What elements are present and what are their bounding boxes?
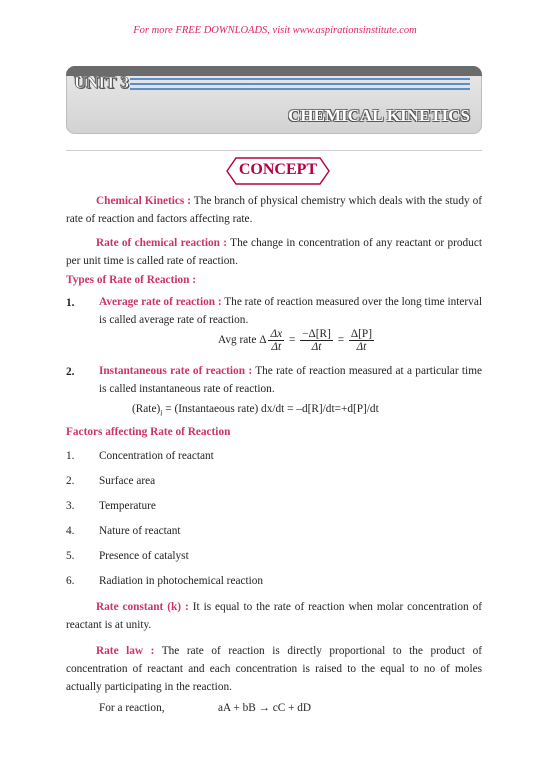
type-1-desc: The rate of reaction measured over the long time interval is called average rate of reaction.: [99, 296, 482, 326]
kinetics-text: The branch of physical chemistry which deals with the study of rate of reaction and factors affecting rate.: [66, 195, 482, 225]
rate-law-text: The rate of reaction is directly proportional to the product of concentration of reactant and each concentration is raised to the equal to no of moles actually participating in the reaction.: [66, 645, 482, 693]
rate-constant-text: It is equal to the rate of reaction when molar concentration of reactant is at unity.: [66, 601, 482, 631]
instantaneous-rate-formula: $(Rate)_i$ = (Instantaeous rate) dx/dt = –d[R]/dt=+d[P]/dt: [132, 403, 379, 418]
concept-label: CONCEPT: [238, 161, 318, 178]
factor-item: 2. Surface area: [66, 475, 156, 487]
rate-law-term: Rate law :: [96, 645, 155, 657]
kinetics-definition: [66, 192, 482, 228]
unit-banner: [66, 66, 482, 134]
rate-constant-definition: [66, 598, 482, 634]
factor-item: 3. Temperature: [66, 500, 156, 512]
rate-definition: [66, 234, 482, 270]
fraction-dp-dt: $\frac{\Delta[P]}{\Delta t}$: [350, 328, 372, 353]
unit-title: UNIT 3: [74, 73, 129, 92]
type-2-desc: The rate of reaction measured at a particular time is called instantaneous rate of reaction.: [99, 365, 482, 395]
types-heading: Types of Rate of Reaction :: [66, 274, 196, 286]
type-2-text: [99, 362, 482, 398]
rate-term: Rate of chemical reaction :: [96, 237, 228, 249]
type-1-term: Average rate of reaction :: [99, 296, 222, 308]
concept-badge: [226, 157, 330, 185]
factor-item: 1. Concentration of reactant: [66, 450, 214, 462]
chapter-title: CHEMICAL KINETICS: [288, 106, 470, 125]
type-2-term: Instantaneous rate of reaction :: [99, 365, 253, 377]
factor-item: 5. Presence of catalyst: [66, 550, 189, 562]
rate-law-definition: [66, 642, 482, 696]
fraction-dr-dt: $\frac{-\Delta[R]}{\Delta t}$: [302, 328, 331, 353]
factor-item: 4. Nature of reactant: [66, 525, 181, 537]
rate-constant-term: Rate constant (k) :: [96, 601, 189, 613]
promo-header: For more FREE DOWNLOADS, visit www.aspirationsinstitute.com: [133, 25, 417, 36]
reaction-equation: aA + bB → cC + dD: [218, 702, 312, 714]
fraction-dx-dt: $\frac{\Delta x}{\Delta t}$: [270, 328, 283, 353]
avg-prefix: Avg rate: [218, 334, 257, 347]
reaction-line: [99, 702, 165, 714]
banner-lines: [130, 78, 470, 93]
type-1-number: 1.: [66, 297, 75, 309]
divider-rule: [66, 150, 482, 151]
type-1-text: [99, 293, 482, 329]
kinetics-term: Chemical Kinetics :: [96, 195, 192, 207]
rate-text: The change in concentration of any reactant or product per unit time is called rate of reaction.: [66, 237, 482, 267]
average-rate-formula: Avg rate Δ $\frac{\Delta x}{\Delta t}$ = $\frac{-\Delta[R]}{\Delta t}$ = $\frac{\Delta[P]}{\Delta t}$: [218, 328, 372, 353]
avg-delta: Δ: [259, 334, 267, 347]
type-2-number: 2.: [66, 366, 75, 378]
factor-item: 6. Radiation in photochemical reaction: [66, 575, 264, 587]
reaction-label: For a reaction,: [99, 702, 165, 714]
factors-heading: Factors affecting Rate of Reaction: [66, 426, 231, 438]
